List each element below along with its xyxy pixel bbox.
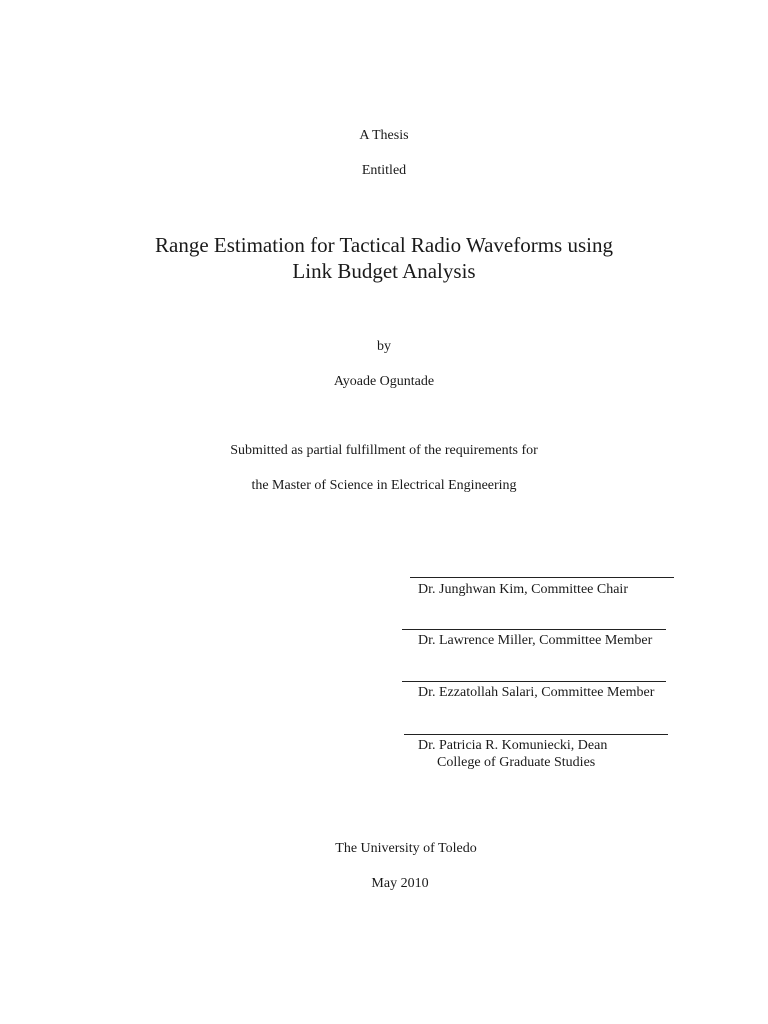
signature-line-dean bbox=[404, 734, 668, 735]
submission-line-1: Submitted as partial fulfillment of the requirements for bbox=[230, 443, 538, 458]
university-name: The University of Toledo bbox=[335, 841, 477, 856]
thesis-title-line-2: Link Budget Analysis bbox=[292, 259, 476, 283]
entitled-label: Entitled bbox=[361, 163, 407, 178]
submission-line-2: the Master of Science in Electrical Engineering bbox=[251, 478, 517, 493]
dean-sublabel: College of Graduate Studies bbox=[437, 755, 596, 770]
committee-member-1-label: Dr. Lawrence Miller, Committee Member bbox=[418, 633, 653, 648]
signature-line-member-1 bbox=[402, 629, 666, 630]
by-label: by bbox=[377, 339, 391, 354]
dean-label: Dr. Patricia R. Komuniecki, Dean bbox=[418, 738, 608, 753]
signature-line-member-2 bbox=[402, 681, 666, 682]
thesis-title-line-1: Range Estimation for Tactical Radio Waveforms using bbox=[155, 233, 613, 257]
committee-chair-label: Dr. Junghwan Kim, Committee Chair bbox=[418, 582, 628, 597]
author-name: Ayoade Oguntade bbox=[333, 374, 435, 389]
committee-member-2-label: Dr. Ezzatollah Salari, Committee Member bbox=[418, 685, 655, 700]
submission-date: May 2010 bbox=[371, 876, 429, 891]
thesis-label: A Thesis bbox=[359, 128, 409, 143]
signature-line-chair bbox=[410, 577, 674, 578]
